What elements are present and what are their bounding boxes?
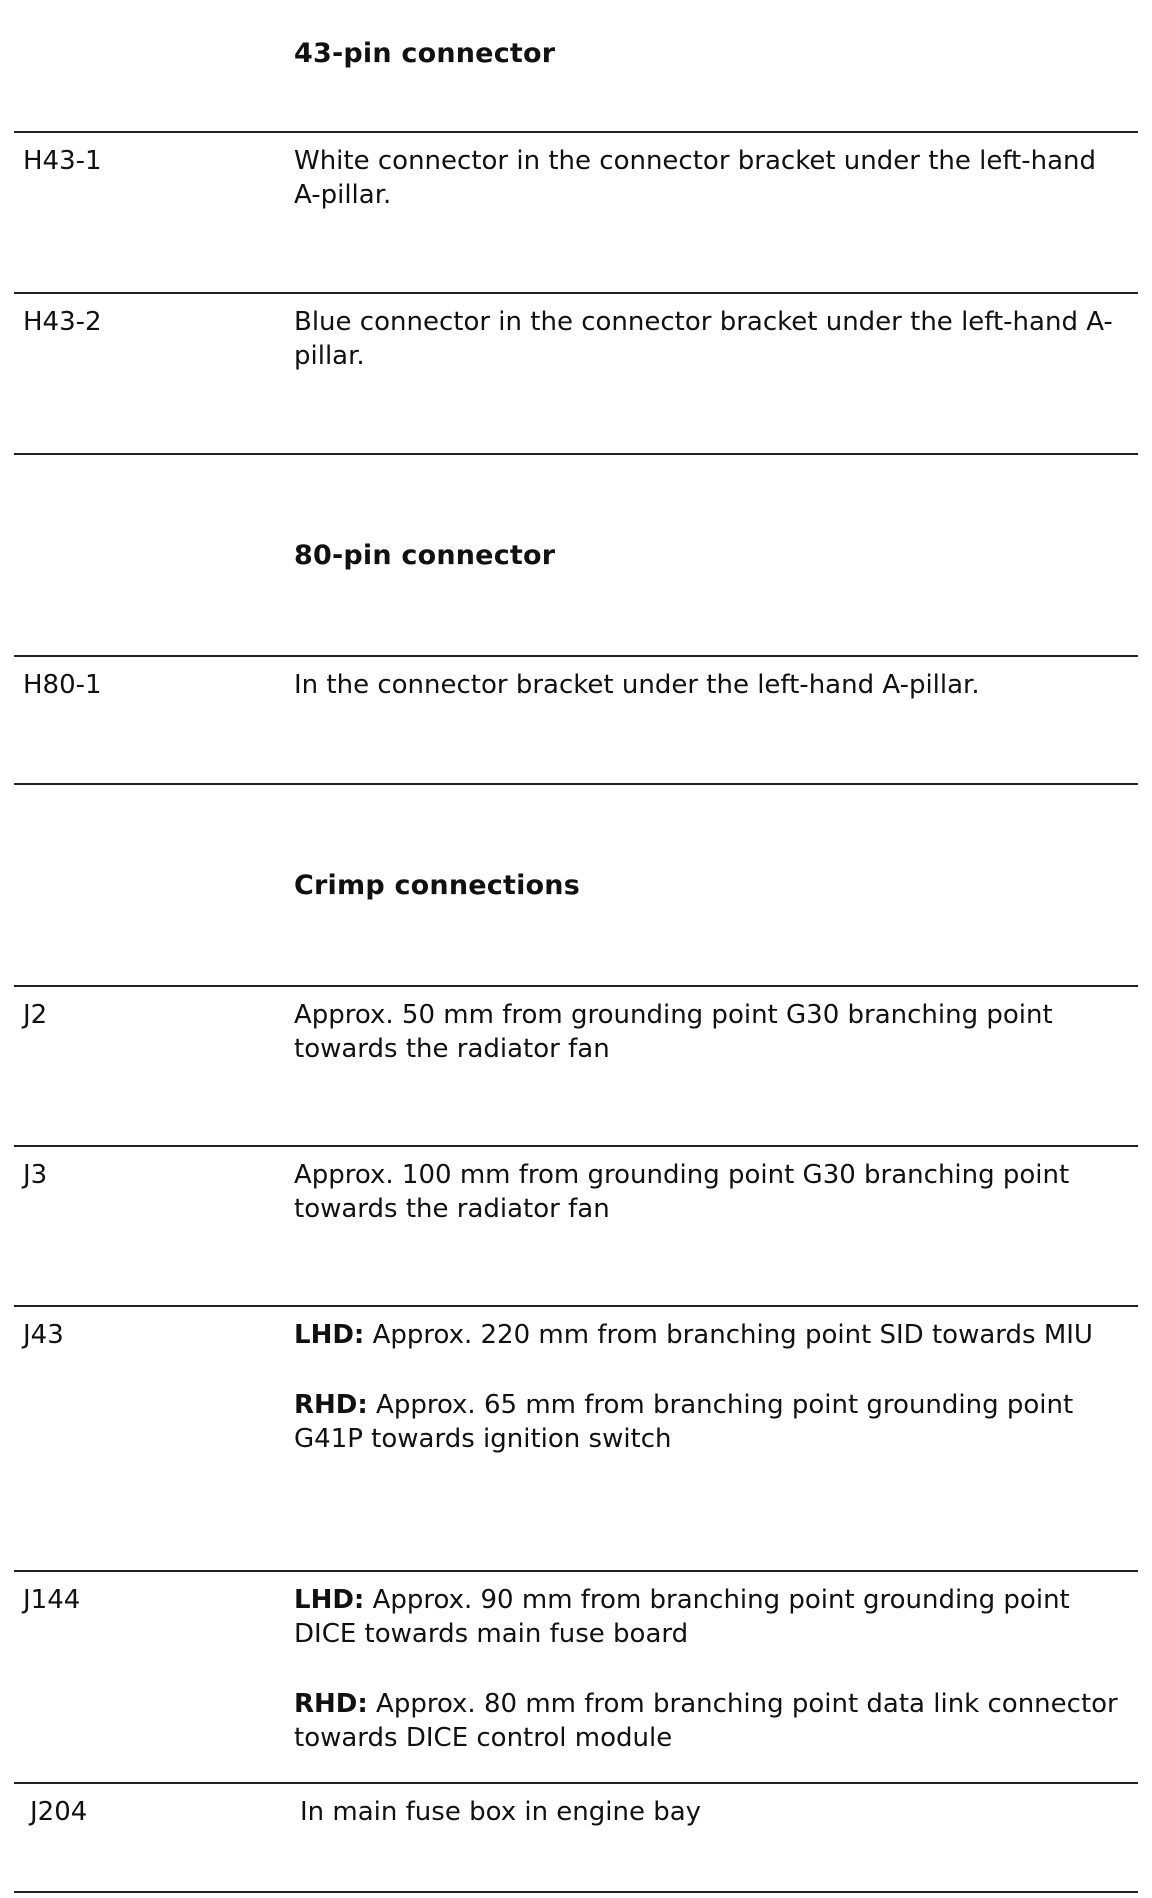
- description-text: White connector in the connector bracket under the left-hand A-pillar.: [294, 146, 1097, 210]
- connector-code: J3: [23, 1160, 48, 1190]
- divider: [14, 655, 1138, 657]
- variant-label: LHD:: [294, 1320, 365, 1350]
- connector-description: [300, 1795, 1130, 1829]
- divider: [14, 1782, 1138, 1784]
- section-heading: 80-pin connector: [294, 540, 556, 571]
- description-text: Approx. 90 mm from branching point grounding point DICE towards main fuse board: [294, 1585, 1070, 1649]
- description-paragraph: [294, 1158, 1124, 1226]
- divider: [14, 453, 1138, 455]
- description-paragraph: [294, 1583, 1124, 1651]
- description-text: Blue connector in the connector bracket under the left-hand A-pillar.: [294, 307, 1113, 371]
- variant-label: LHD:: [294, 1585, 365, 1615]
- description-paragraph: [294, 1318, 1124, 1352]
- divider: [14, 783, 1138, 785]
- description-paragraph: [294, 144, 1124, 212]
- connector-description: [294, 305, 1124, 373]
- connector-description: [294, 1583, 1124, 1755]
- description-text: In the connector bracket under the left-hand A-pillar.: [294, 670, 980, 700]
- description-text: In main fuse box in engine bay: [300, 1797, 702, 1827]
- divider: [14, 131, 1138, 133]
- section-heading: Crimp connections: [294, 870, 580, 901]
- description-text: Approx. 80 mm from branching point data link connector towards DICE control module: [294, 1689, 1118, 1753]
- connector-code: J144: [23, 1585, 81, 1615]
- description-text: Approx. 100 mm from grounding point G30 branching point towards the radiator fan: [294, 1160, 1070, 1224]
- connector-description: [294, 1318, 1124, 1456]
- connector-description: [294, 668, 1124, 702]
- connector-description: [294, 144, 1124, 212]
- divider: [14, 1570, 1138, 1572]
- connector-code: H80-1: [23, 670, 102, 700]
- variant-label: RHD:: [294, 1689, 368, 1719]
- description-paragraph: [294, 1388, 1124, 1456]
- description-paragraph: [294, 1687, 1124, 1755]
- description-text: Approx. 220 mm from branching point SID towards MIU: [364, 1320, 1093, 1350]
- description-paragraph: [294, 668, 1124, 702]
- divider: [14, 1305, 1138, 1307]
- connector-code: H43-1: [23, 146, 102, 176]
- divider: [14, 985, 1138, 987]
- description-paragraph: [294, 305, 1124, 373]
- description-text: Approx. 50 mm from grounding point G30 branching point towards the radiator fan: [294, 1000, 1053, 1064]
- connector-code: H43-2: [23, 307, 102, 337]
- description-paragraph: [300, 1795, 1130, 1829]
- description-paragraph: [294, 998, 1124, 1066]
- description-text: Approx. 65 mm from branching point grounding point G41P towards ignition switch: [294, 1390, 1074, 1454]
- divider: [14, 1145, 1138, 1147]
- connector-description: [294, 1158, 1124, 1226]
- connector-code: J43: [23, 1320, 64, 1350]
- section-heading: 43-pin connector: [294, 38, 556, 69]
- connector-code: J204: [30, 1797, 88, 1827]
- connector-code: J2: [23, 1000, 48, 1030]
- divider: [14, 292, 1138, 294]
- variant-label: RHD:: [294, 1390, 368, 1420]
- connector-description: [294, 998, 1124, 1066]
- divider: [14, 1891, 1138, 1893]
